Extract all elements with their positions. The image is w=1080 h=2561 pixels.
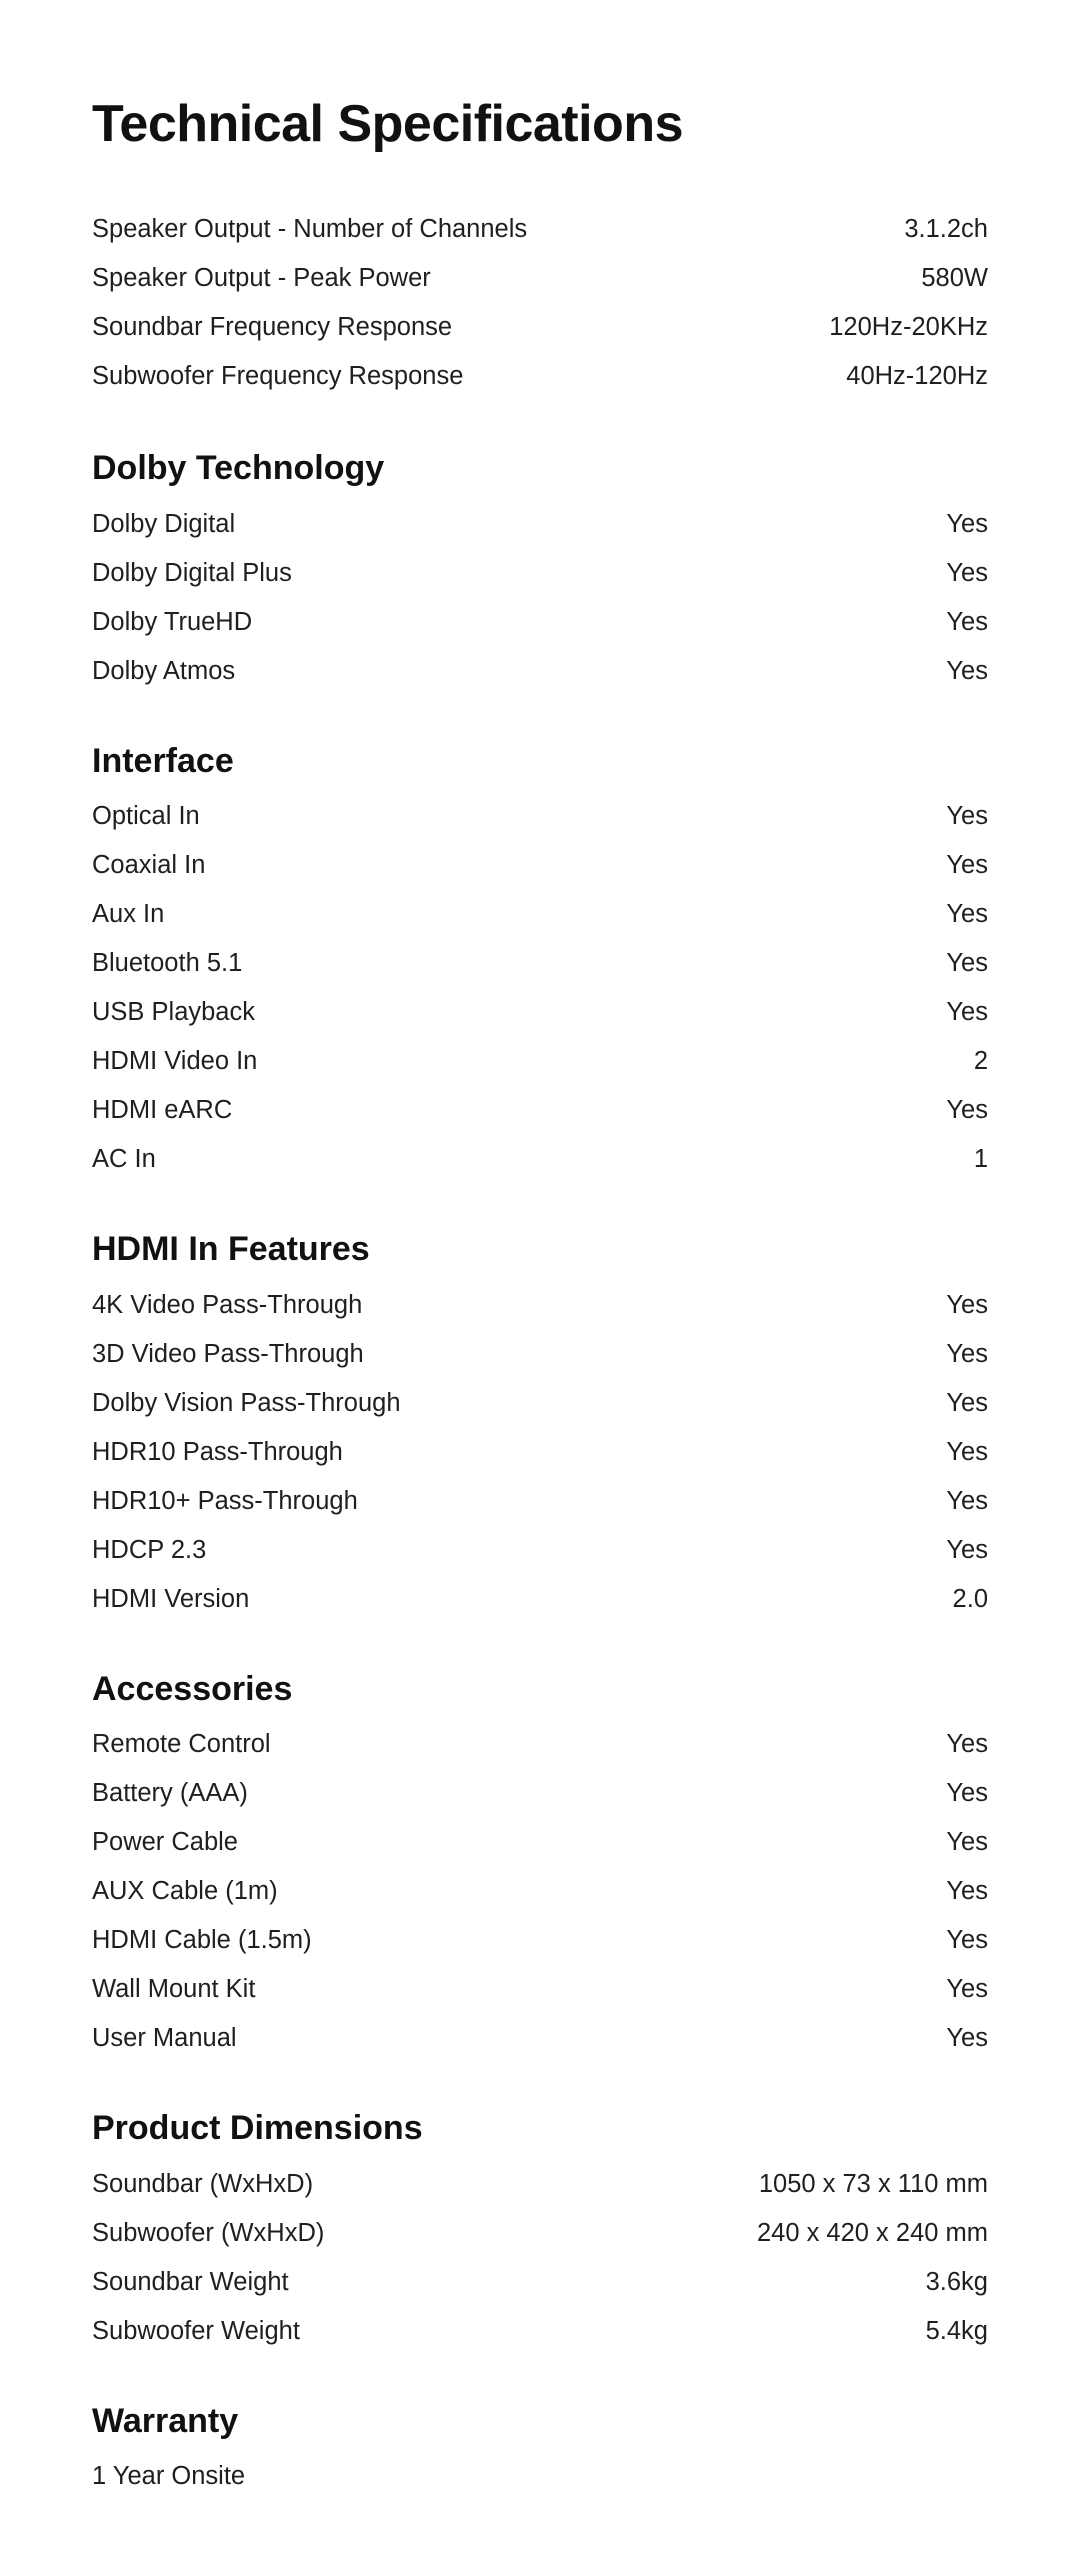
spec-row [92, 1720, 988, 1769]
spec-row [92, 500, 988, 549]
spec-row [92, 598, 988, 647]
spec-row [92, 1526, 988, 1575]
spec-label: HDCP 2.3 [92, 1535, 207, 1564]
spec-row [92, 2209, 988, 2258]
spec-label: Speaker Output - Number of Channels [92, 215, 528, 244]
spec-row [92, 939, 988, 988]
spec-row [92, 2014, 988, 2063]
spec-section-product-dimensions [92, 2107, 988, 2356]
spec-section-warranty [92, 2400, 988, 2502]
spec-label: Subwoofer Weight [92, 2316, 300, 2345]
spec-value: 580W [921, 264, 988, 293]
section-title: HDMI In Features [92, 1230, 370, 1269]
spec-value: 2 [973, 1047, 988, 1076]
spec-value: Yes [946, 1926, 988, 1955]
spec-label: Bluetooth 5.1 [92, 949, 243, 978]
spec-row [92, 1916, 988, 1965]
spec-label: Remote Control [92, 1730, 271, 1759]
spec-label: 3D Video Pass-Through [92, 1339, 364, 1368]
spec-section-hdmi-in-features [92, 1228, 988, 1624]
spec-row [92, 1575, 988, 1624]
spec-row [92, 1867, 988, 1916]
spec-value: Yes [946, 1388, 988, 1417]
spec-label: HDMI eARC [92, 1096, 233, 1125]
section-title: Interface [92, 741, 234, 780]
spec-value: Yes [946, 1339, 988, 1368]
spec-row [92, 1086, 988, 1135]
spec-label: Coaxial In [92, 851, 206, 880]
spec-list [92, 792, 988, 1184]
spec-value: Yes [946, 1437, 988, 1466]
spec-label: Power Cable [92, 1828, 238, 1857]
spec-label: HDR10 Pass-Through [92, 1437, 343, 1466]
spec-list [92, 500, 988, 696]
spec-label: AUX Cable (1m) [92, 1877, 278, 1906]
spec-label: Soundbar Frequency Response [92, 313, 453, 342]
spec-label: HDMI Version [92, 1584, 250, 1613]
spec-value: Yes [946, 949, 988, 978]
spec-label: Dolby Vision Pass-Through [92, 1388, 401, 1417]
section-title: Product Dimensions [92, 2109, 423, 2148]
specifications-sections [92, 205, 988, 2501]
spec-row [92, 352, 988, 401]
spec-value: Yes [946, 558, 988, 587]
spec-label: Subwoofer Frequency Response [92, 362, 464, 391]
spec-label: 4K Video Pass-Through [92, 1290, 363, 1319]
spec-label: USB Playback [92, 998, 255, 1027]
spec-value: 120Hz-20KHz [829, 313, 988, 342]
spec-row [92, 549, 988, 598]
section-title: Warranty [92, 2401, 239, 2440]
spec-value: Yes [946, 1535, 988, 1564]
spec-value: Yes [946, 1290, 988, 1319]
spec-label: HDMI Video In [92, 1047, 258, 1076]
spec-label: Dolby TrueHD [92, 607, 253, 636]
spec-list [92, 1281, 988, 1624]
spec-row [92, 1477, 988, 1526]
spec-label: HDR10+ Pass-Through [92, 1486, 358, 1515]
spec-value: Yes [946, 998, 988, 1027]
spec-section-overview [92, 205, 988, 401]
spec-row [92, 1428, 988, 1477]
spec-label: Battery (AAA) [92, 1779, 248, 1808]
spec-value: 2.0 [952, 1584, 988, 1613]
spec-value: 3.1.2ch [904, 215, 988, 244]
spec-value: Yes [946, 509, 988, 538]
spec-row [92, 1769, 988, 1818]
spec-label: Aux In [92, 900, 165, 929]
spec-row [92, 303, 988, 352]
spec-row [92, 1379, 988, 1428]
spec-row [92, 1281, 988, 1330]
spec-label: Soundbar Weight [92, 2267, 289, 2296]
spec-label: Soundbar (WxHxD) [92, 2169, 314, 2198]
spec-row [92, 988, 988, 1037]
spec-row [92, 1818, 988, 1867]
spec-value: Yes [946, 1486, 988, 1515]
spec-value: Yes [946, 607, 988, 636]
spec-text-row: 1 Year Onsite [92, 2462, 246, 2491]
spec-value: 5.4kg [925, 2316, 988, 2345]
spec-row [92, 1330, 988, 1379]
spec-value: 3.6kg [925, 2267, 988, 2296]
spec-list [92, 205, 988, 401]
spec-label: AC In [92, 1145, 156, 1174]
spec-value: Yes [946, 1828, 988, 1857]
spec-value: Yes [946, 1730, 988, 1759]
spec-value: Yes [946, 900, 988, 929]
section-title: Accessories [92, 1669, 293, 1708]
page-title: Technical Specifications [92, 95, 684, 153]
spec-row [92, 1037, 988, 1086]
spec-row [92, 2160, 988, 2209]
spec-section-accessories [92, 1668, 988, 2064]
section-title: Dolby Technology [92, 449, 385, 488]
spec-row [92, 647, 988, 696]
spec-section-dolby-technology [92, 447, 988, 696]
spec-row [92, 841, 988, 890]
spec-row [92, 205, 988, 254]
spec-label: HDMI Cable (1.5m) [92, 1926, 312, 1955]
spec-label: Wall Mount Kit [92, 1975, 256, 2004]
spec-value: Yes [946, 1096, 988, 1125]
spec-row [92, 2258, 988, 2307]
spec-label: Dolby Digital Plus [92, 558, 292, 587]
spec-value: 40Hz-120Hz [846, 362, 988, 391]
spec-value: 1050 x 73 x 110 mm [758, 2169, 988, 2198]
spec-row [92, 254, 988, 303]
spec-value: Yes [946, 1779, 988, 1808]
spec-section-interface [92, 740, 988, 1185]
spec-row [92, 1135, 988, 1184]
spec-label: Speaker Output - Peak Power [92, 264, 431, 293]
spec-label: Dolby Atmos [92, 656, 236, 685]
spec-label: User Manual [92, 2024, 237, 2053]
spec-list [92, 2452, 988, 2501]
spec-list [92, 1720, 988, 2063]
spec-label: Optical In [92, 802, 200, 831]
spec-value: 240 x 420 x 240 mm [756, 2218, 988, 2247]
spec-value: Yes [946, 2024, 988, 2053]
spec-value: Yes [946, 1975, 988, 2004]
spec-row [92, 2307, 988, 2356]
spec-value: 1 [973, 1145, 988, 1174]
spec-row [92, 890, 988, 939]
spec-value: Yes [946, 802, 988, 831]
spec-row [92, 1965, 988, 2014]
spec-row [92, 792, 988, 841]
spec-value: Yes [946, 1877, 988, 1906]
spec-label: Dolby Digital [92, 509, 236, 538]
spec-label: Subwoofer (WxHxD) [92, 2218, 325, 2247]
spec-list [92, 2160, 988, 2356]
spec-value: Yes [946, 851, 988, 880]
spec-value: Yes [946, 656, 988, 685]
